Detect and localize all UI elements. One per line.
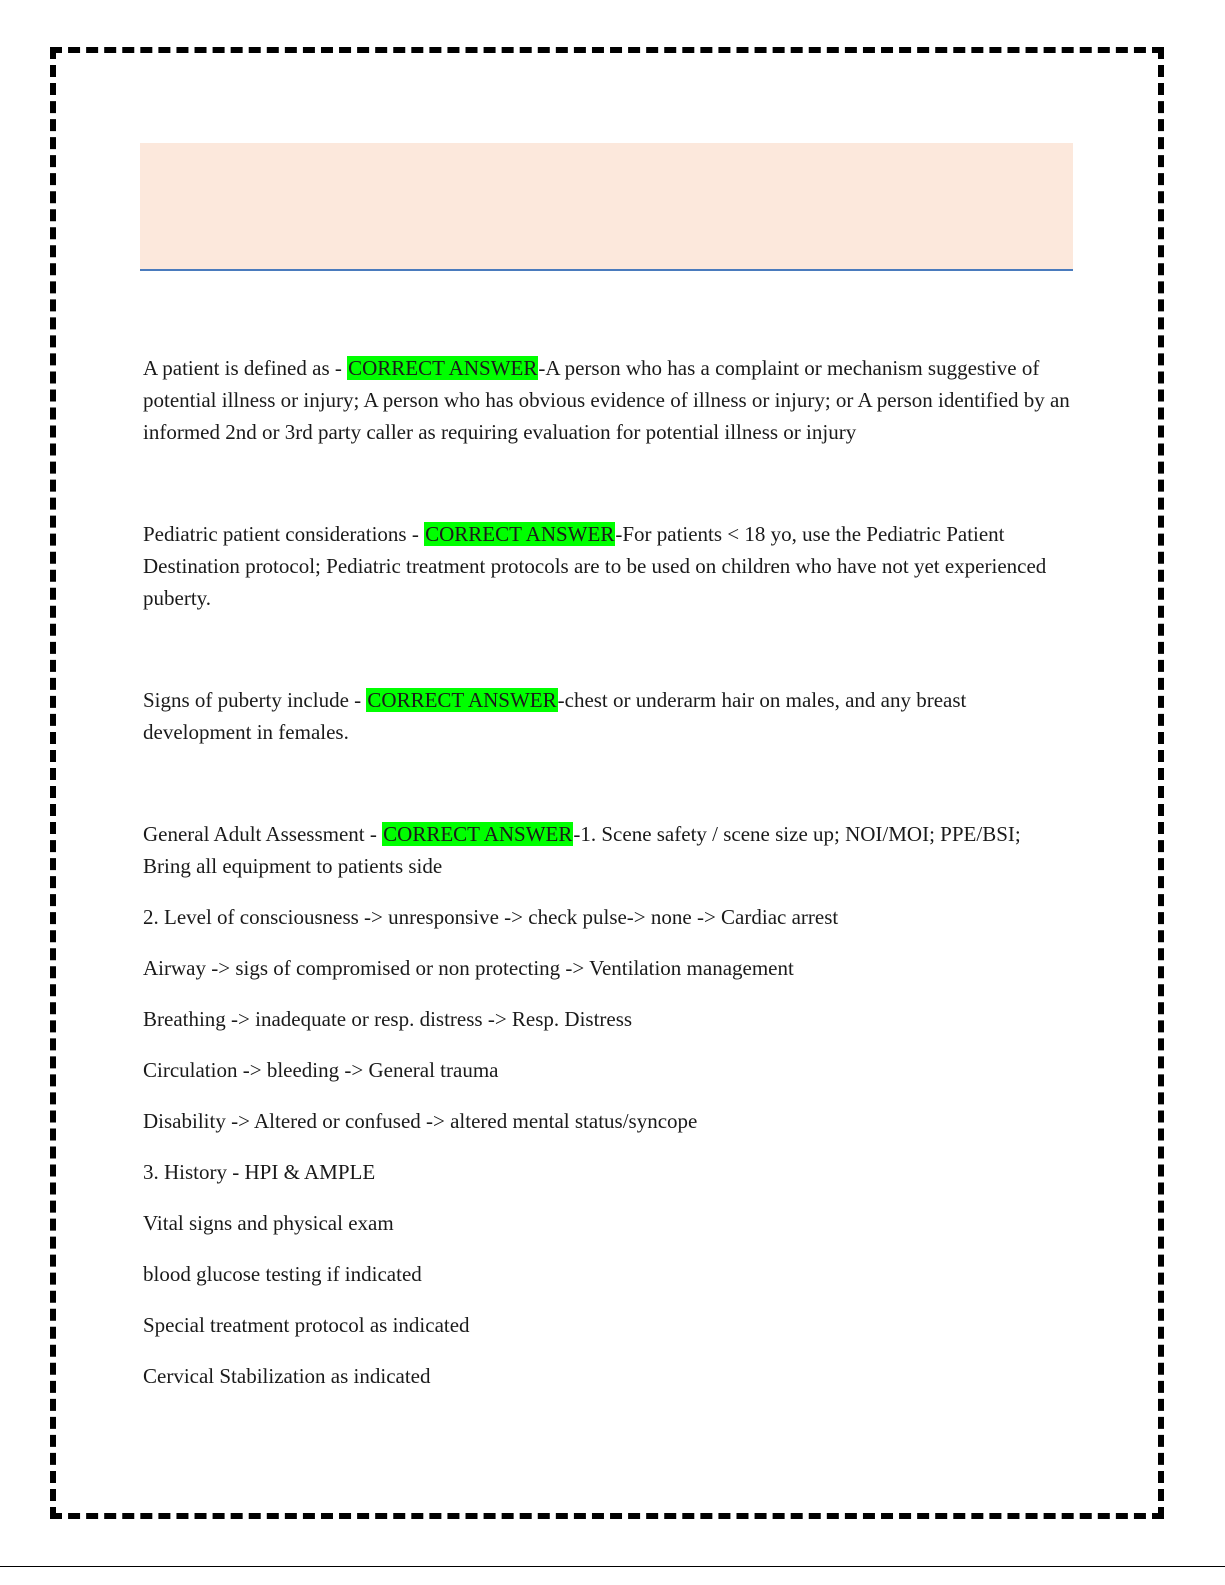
assessment-step: Airway -> sigs of compromised or non protecting -> Ventilation management — [143, 956, 794, 980]
assessment-step: Breathing -> inadequate or resp. distress -> Resp. Distress — [143, 1007, 633, 1031]
correct-answer-tag: CORRECT ANSWER — [348, 356, 538, 380]
assessment-step: Disability -> Altered or confused -> altered mental status/syncope — [143, 1109, 698, 1133]
correct-answer-tag: CORRECT ANSWER — [383, 822, 573, 846]
header-band — [140, 143, 1073, 271]
assessment-step: 3. History - HPI & AMPLE — [143, 1160, 376, 1184]
qa-question: General Adult Assessment - — [143, 822, 383, 846]
qa-item — [143, 818, 1073, 882]
qa-answer: -For patients < 18 yo, use the Pediatric Patient Destination protocol; Pediatric treatment protocols are to be used on children who have not yet experienced puberty. — [143, 522, 1047, 610]
assessment-step: Vital signs and physical exam — [143, 1211, 394, 1235]
correct-answer-tag: CORRECT ANSWER — [425, 522, 615, 546]
correct-answer-tag: CORRECT ANSWER — [367, 688, 557, 712]
qa-question: Pediatric patient considerations - — [143, 522, 425, 546]
qa-answer: -chest or underarm hair on males, and any breast development in females. — [143, 688, 967, 744]
qa-item — [143, 684, 1073, 748]
qa-item — [143, 352, 1073, 448]
document-body — [143, 352, 1073, 1392]
qa-answer: -A person who has a complaint or mechanism suggestive of potential illness or injury; A person who has obvious evidence of illness or injury; or A person identified by an informed 2nd or 3rd party caller as requiring evaluation for potential illness or injury — [143, 356, 1070, 444]
qa-question: Signs of puberty include - — [143, 688, 367, 712]
assessment-step: blood glucose testing if indicated — [143, 1262, 422, 1286]
assessment-step: Cervical Stabilization as indicated — [143, 1364, 431, 1388]
qa-question: A patient is defined as - — [143, 356, 348, 380]
assessment-step: Special treatment protocol as indicated — [143, 1313, 470, 1337]
qa-answer: -1. Scene safety / scene size up; NOI/MOI; PPE/BSI; Bring all equipment to patients side — [143, 822, 1021, 878]
footer-rule — [0, 1566, 1225, 1567]
assessment-step: 2. Level of consciousness -> unresponsive -> check pulse-> none -> Cardiac arrest — [143, 905, 839, 929]
qa-item — [143, 518, 1073, 614]
assessment-step: Circulation -> bleeding -> General trauma — [143, 1058, 499, 1082]
